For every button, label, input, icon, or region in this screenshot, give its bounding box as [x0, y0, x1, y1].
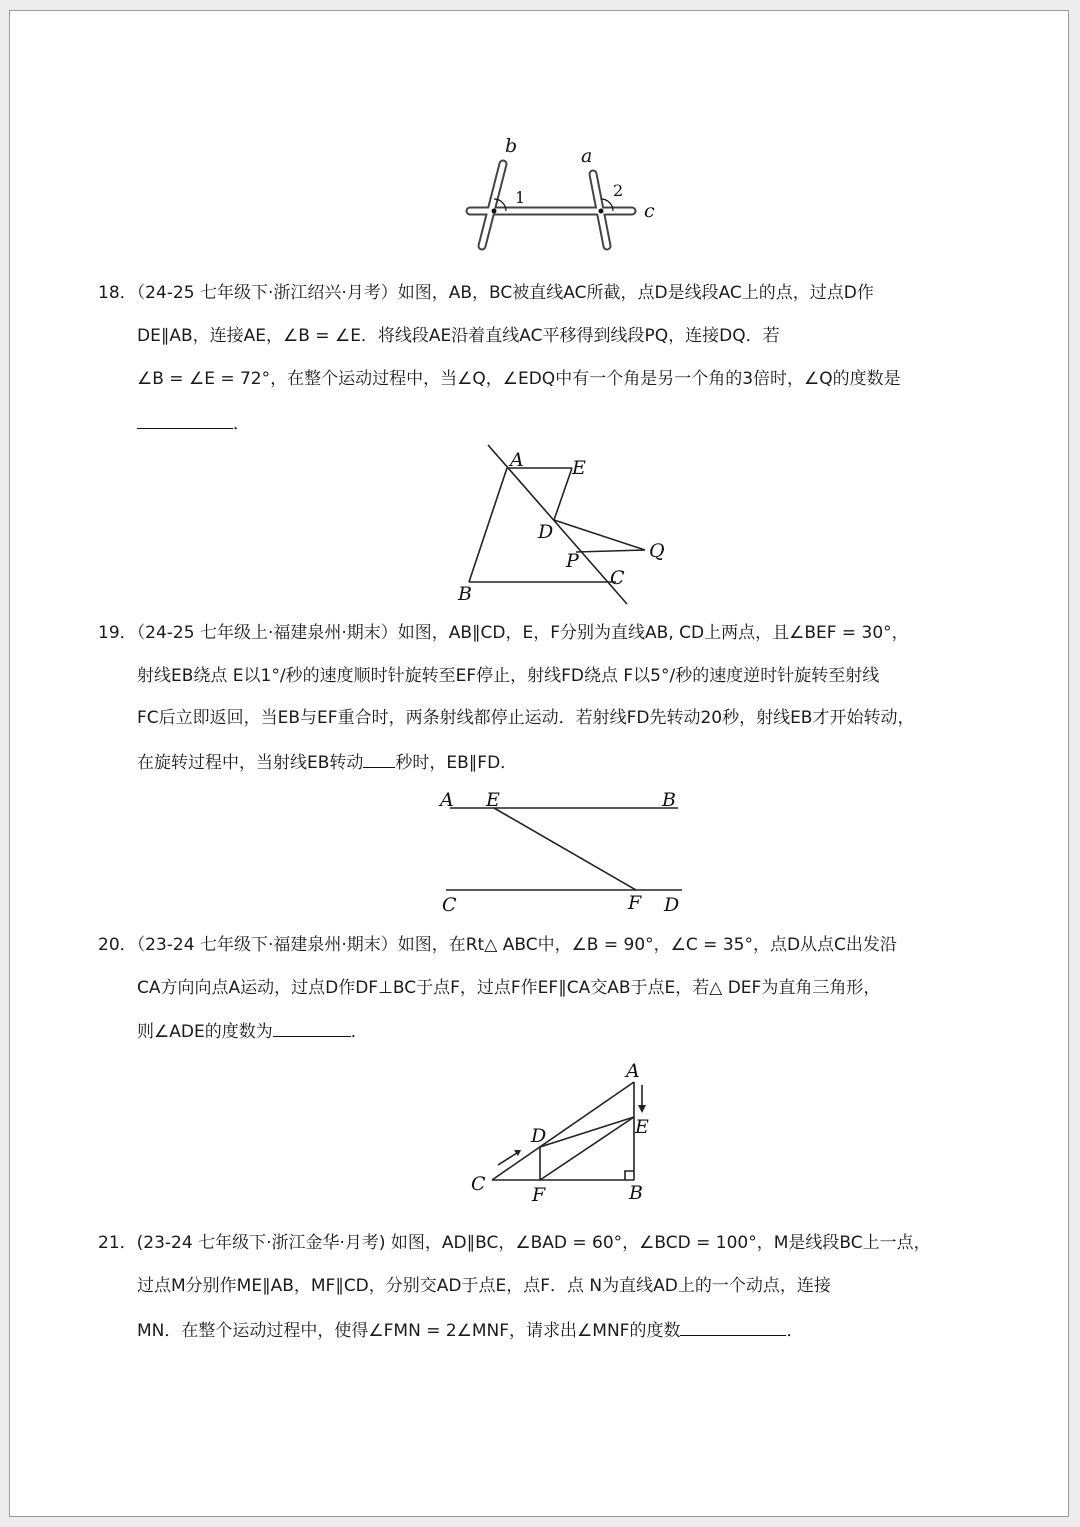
label-D: D — [538, 521, 554, 543]
label-E: E — [486, 789, 500, 811]
label-angle-2: 2 — [613, 181, 624, 200]
label-c: c — [644, 200, 655, 222]
label-E: E — [572, 457, 586, 479]
label-C: C — [471, 1173, 486, 1195]
label-B: B — [629, 1182, 643, 1204]
label-b: b — [505, 135, 518, 157]
figure-19 — [430, 785, 700, 920]
label-a: a — [581, 145, 593, 167]
question-line: 秒时，EB∥FD． — [395, 753, 518, 773]
label-A: A — [440, 789, 454, 811]
label-E: E — [635, 1116, 649, 1138]
answer-blank[interactable] — [273, 1018, 351, 1037]
question-line: (23-24 七年级下·浙江金华·月考) 如图，AD∥BC，∠BAD = 60°，∠BCD = 100°，M是线段BC上一点， — [136, 1233, 931, 1253]
question-number: 19． — [98, 623, 137, 643]
question-line: ∠B = ∠E = 72°，在整个运动过程中，当∠Q，∠EDQ中有一个角是另一个角的3倍时，∠Q的度数是 — [137, 369, 901, 389]
label-F: F — [532, 1184, 546, 1206]
label-D: D — [531, 1125, 547, 1147]
label-angle-1: 1 — [515, 188, 526, 207]
question-line: CA方向向点A运动，过点D作DF⊥BC于点F，过点F作EF∥CA交AB于点E，若△ DEF为直角三角形， — [137, 978, 881, 998]
question-number: 21． — [98, 1233, 137, 1253]
question-line: ． — [350, 1022, 368, 1042]
question-number: 18． — [98, 283, 137, 303]
figure-20 — [465, 1055, 665, 1210]
label-F: F — [628, 892, 642, 914]
label-B: B — [458, 583, 472, 605]
question-line: FC后立即返回，当EB与EF重合时，两条射线都停止运动．若射线FD先转动20秒，射线EB才开始转动， — [137, 708, 915, 728]
question-line: 射线EB绕点 E以1°/秒的速度顺时针旋转至EF停止，射线FD绕点 F以5°/秒的速度逆时针旋转至射线 — [137, 666, 880, 686]
label-D: D — [664, 894, 680, 916]
label-A: A — [626, 1060, 640, 1082]
label-Q: Q — [649, 540, 665, 562]
question-line: 过点M分别作ME∥AB，MF∥CD，分别交AD于点E，点F．点 N为直线AD上的一个动点，连接 — [137, 1276, 831, 1296]
label-B: B — [662, 789, 676, 811]
figure-17 — [460, 132, 660, 257]
answer-blank[interactable] — [680, 1317, 786, 1336]
answer-blank[interactable] — [137, 410, 233, 429]
figure-18 — [440, 440, 680, 610]
label-A: A — [510, 449, 524, 471]
question-line: 则∠ADE的度数为 — [137, 1022, 273, 1042]
label-P: P — [566, 550, 579, 572]
question-line: （23-24 七年级下·福建泉州·期末）如图，在Rt△ ABC中，∠B = 90°，∠C = 35°，点D从点C出发沿 — [136, 935, 897, 955]
question-line: （24-25 七年级下·浙江绍兴·月考）如图，AB，BC被直线AC所截，点D是线段AC上的点，过点D作 — [136, 283, 874, 303]
question-line: DE∥AB，连接AE，∠B = ∠E．将线段AE沿着直线AC平移得到线段PQ，连接DQ．若 — [137, 326, 780, 346]
question-line: ． — [786, 1321, 804, 1341]
label-C: C — [442, 894, 457, 916]
label-C: C — [610, 567, 625, 589]
answer-blank[interactable] — [363, 749, 395, 768]
question-line: （24-25 七年级上·福建泉州·期末）如图，AB∥CD，E，F分别为直线AB, CD上两点，且∠BEF = 30°， — [136, 623, 909, 643]
question-number: 20． — [98, 935, 137, 955]
question-line: MN．在整个运动过程中，使得∠FMN = 2∠MNF，请求出∠MNF的度数 — [137, 1321, 681, 1341]
question-line: ． — [233, 414, 250, 434]
question-line: 在旋转过程中，当射线EB转动 — [137, 753, 364, 773]
